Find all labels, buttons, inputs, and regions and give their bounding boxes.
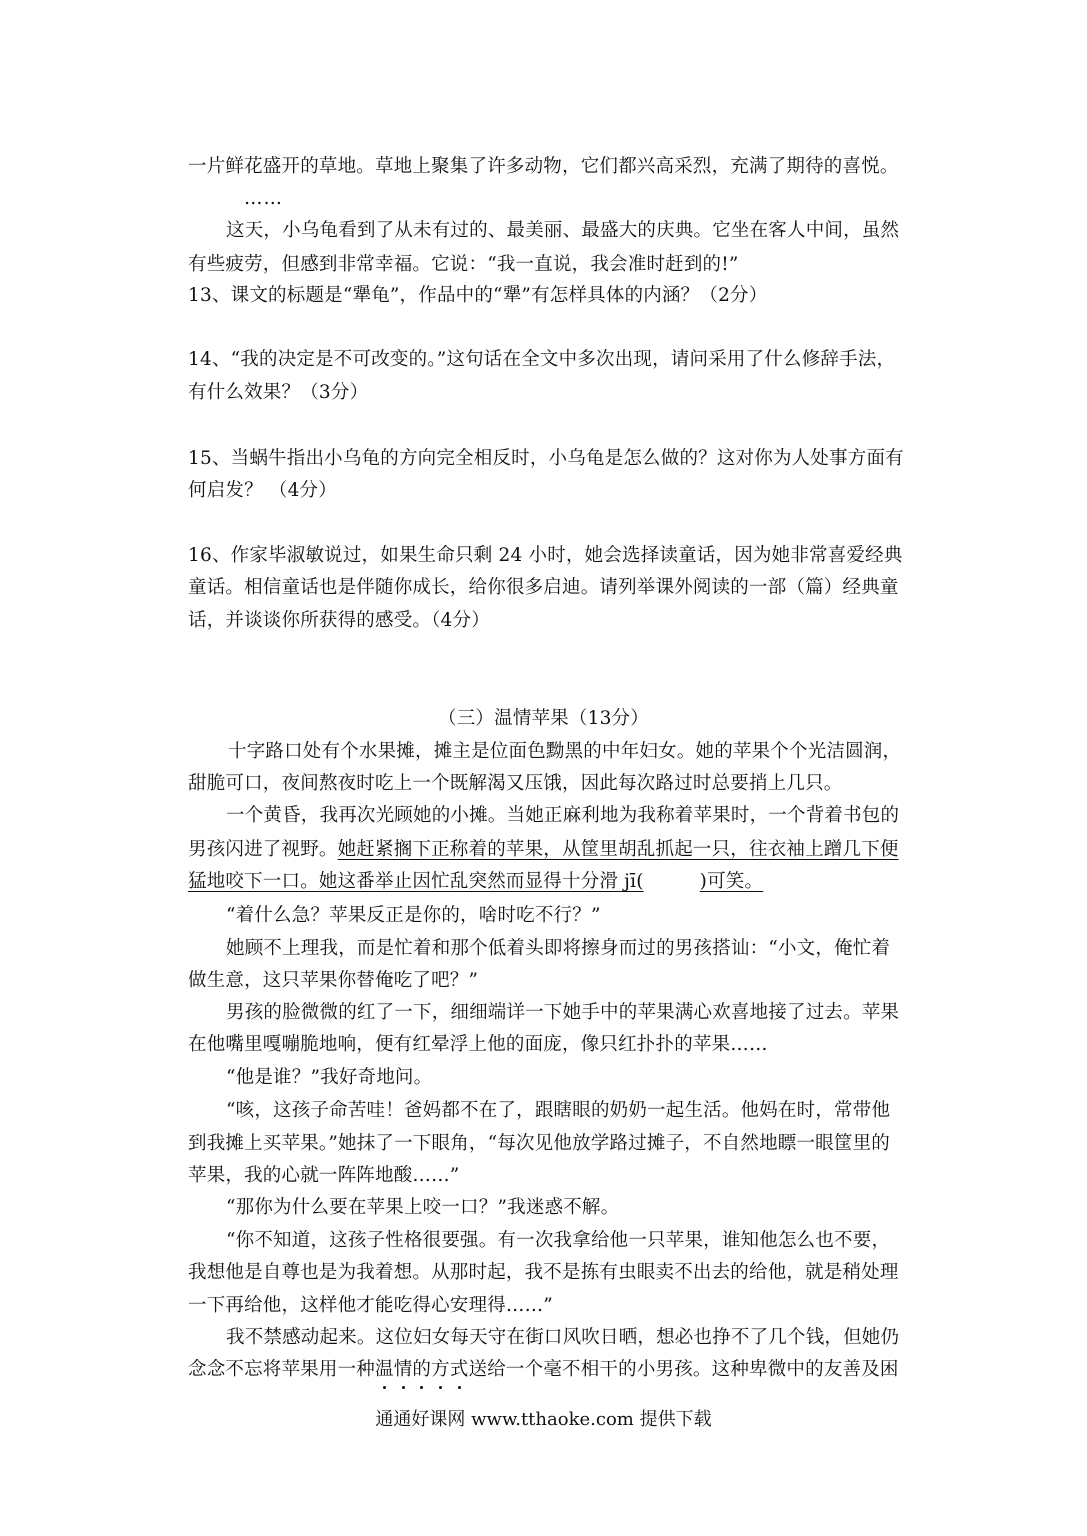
- emphasis-dotted-text: 温情的方式: [375, 1359, 469, 1380]
- para-1-line-1: 十字路口处有个水果摊，摊主是位面色黝黑的中年妇女。她的苹果个个光洁圆润，: [228, 741, 902, 762]
- question-14-line-2: 有什么效果？（3分）: [188, 382, 369, 403]
- para-2-plain-text: 男孩闪进了视野。: [188, 839, 338, 860]
- para-5-line-2: 在他嘴里嘎嘣脆地响，便有红晕浮上他的面庞，像只红扑扑的苹果……: [188, 1034, 768, 1055]
- para-7-line-1: “咳，这孩子命苦哇！爸妈都不在了，跟瞎眼的奶奶一起生活。他妈在时，常带他: [226, 1100, 891, 1121]
- para-9-line-2: 我想他是自尊也是为我着想。从那时起，我不是拣有虫眼卖不出去的给他，就是稍处理: [188, 1262, 899, 1283]
- para-2-line-2: [188, 837, 904, 863]
- para-2-line-3: [188, 869, 904, 895]
- question-16-line-1: 16、作家毕淑敏说过，如果生命只剩 24 小时，她会选择读童话，因为她非常喜爱经典: [188, 545, 903, 566]
- para-7-line-3: 苹果，我的心就一阵阵地酸……”: [188, 1165, 460, 1186]
- story-line-2: 这天，小乌龟看到了从未有过的、最美丽、最盛大的庆典。它坐在客人中间，虽然: [226, 220, 900, 241]
- para-10-line-2: 念念不忘将苹果用一种温情的方式送给一个毫不相干的小男孩。这种卑微中的友善及困: [188, 1357, 904, 1383]
- question-16-line-3: 话，并谈谈你所获得的感受。（4分）: [188, 610, 490, 631]
- underlined-sentence-part-1: 她赶紧搁下正称着的苹果，从筐里胡乱抓起一只，往衣袖上蹭几下便: [337, 839, 899, 860]
- question-16-line-2: 童话。相信童话也是伴随你成长，给你很多启迪。请列举课外阅读的一部（篇）经典童: [188, 577, 899, 598]
- question-15-line-1: 15、当蜗牛指出小乌龟的方向完全相反时，小乌龟是怎么做的？这对你为人处事方面有: [188, 448, 904, 469]
- underlined-sentence-part-2: 猛地咬下一口。她这番举止因忙乱突然而显得十分滑 jī( )可笑。: [188, 871, 764, 892]
- para-1-line-2: 甜脆可口，夜间熬夜时吃上一个既解渴又压饿，因此每次路过时总要捎上几只。: [188, 773, 843, 794]
- para-8: “那你为什么要在苹果上咬一口？”我迷惑不解。: [226, 1197, 620, 1218]
- para-7-line-2: 到我摊上买苹果。”她抹了一下眼角，“每次见他放学路过摊子，不自然地瞟一眼筐里的: [188, 1133, 890, 1154]
- para-3: “着什么急？苹果反正是你的，啥时吃不行？”: [226, 905, 601, 926]
- para-9-line-3: 一下再给他，这样他才能吃得心安理得……”: [188, 1295, 553, 1316]
- para-4-line-2: 做生意，这只苹果你替俺吃了吧？”: [188, 970, 479, 991]
- page-footer: 通通好课网 www.tthaoke.com 提供下载: [375, 1409, 712, 1430]
- para-4-line-1: 她顾不上理我，而是忙着和那个低着头即将擦身而过的男孩搭讪：“小文，俺忙着: [226, 938, 891, 959]
- para-9-line-1: “你不知道，这孩子性格很要强。有一次我拿给他一只苹果，谁知他怎么也不要，: [226, 1230, 891, 1251]
- para-6: “他是谁？”我好奇地问。: [226, 1067, 433, 1088]
- story-ellipsis: ……: [244, 188, 283, 209]
- para-10-line-1: 我不禁感动起来。这位妇女每天守在街口风吹日晒，想必也挣不了几个钱，但她仍: [226, 1327, 900, 1348]
- story-line-1: 一片鲜花盛开的草地。草地上聚集了许多动物，它们都兴高采烈，充满了期待的喜悦。: [188, 156, 899, 177]
- question-14-line-1: 14、“我的决定是不可改变的。”这句话在全文中多次出现，请问采用了什么修辞手法，: [188, 349, 896, 370]
- para-2-line-1: 一个黄昏，我再次光顾她的小摊。当她正麻利地为我称着苹果时，一个背着书包的: [226, 805, 900, 826]
- question-13: 13、课文的标题是“犟龟”，作品中的“犟”有怎样具体的内涵？（2分）: [188, 285, 768, 306]
- section-title: （三）温情苹果（13分）: [438, 708, 649, 729]
- story-line-3: 有些疲劳，但感到非常幸福。它说：“我一直说，我会准时赶到的!”: [188, 254, 739, 275]
- para-5-line-1: 男孩的脸微微的红了一下，细细端详一下她手中的苹果满心欢喜地接了过去。苹果: [226, 1002, 900, 1023]
- question-15-line-2: 何启发？ （4分）: [188, 480, 337, 501]
